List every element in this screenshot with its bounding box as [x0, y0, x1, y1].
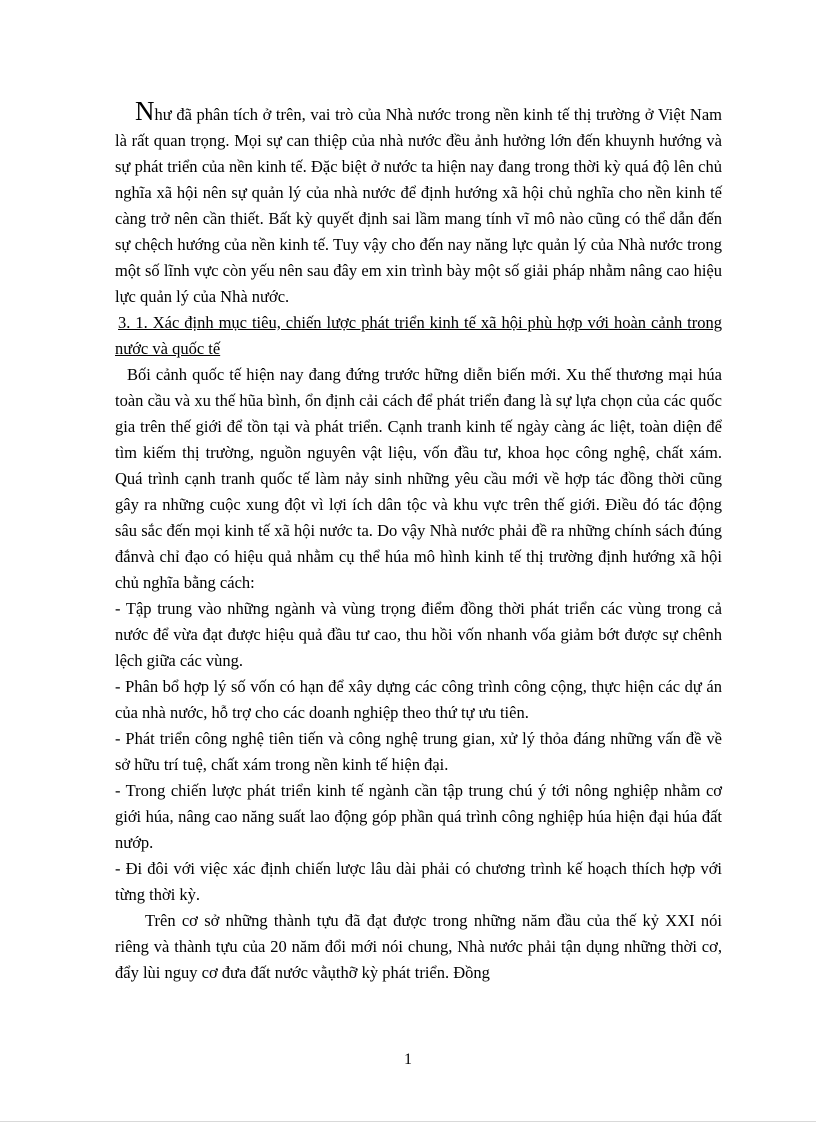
lead-initial-letter: N [135, 96, 155, 126]
bullet-paragraph-5: - Đi đôi với việc xác định chiến lược lâu dài phải có chương trình kế hoạch thích hợp với từng thời kỳ. [115, 859, 722, 904]
paragraph-intro-text: hư đã phân tích ở trên, vai trò của Nhà nước trong nền kinh tế thị trường ở Việt Nam là rất quan trọng. Mọi sự can thiệp của nhà nước đều ảnh hưởng lớn đến khuynh hướng và sự phát triển của nền kinh tế. Đặc biệt ở nước ta hiện nay đang trong thời kỳ quá độ lên chủ nghĩa xã hội nên sự quản lý của nhà nước để định hướng xã hội chủ nghĩa cho nền kinh tế càng trở nên cần thiết. Bất kỳ quyết định sai lầm mang tính vĩ mô nào cũng có thể dẫn đến sự chệch hướng của nền kinh tế. Tuy vậy cho đến nay năng lực quản lý của Nhà nước trong một số lĩnh vực còn yếu nên sau đây em xin trình bày một số giải pháp nhằm nâng cao hiệu lực quản lý của Nhà nước. [115, 105, 722, 306]
page-number: 1 [404, 1051, 412, 1068]
document-content [115, 98, 722, 986]
section-heading: 3. 1. Xác định mục tiêu, chiến lược phát triển kinh tế xã hội phù hợp với hoàn cảnh trong nước và quốc tế [115, 313, 722, 358]
paragraph-context: Bối cảnh quốc tế hiện nay đang đứng trước hững diễn biến mới. Xu thế thương mại húa toàn cầu và xu thế hũa bình, ổn định cải cách để phát triển đang là sự lựa chọn của các quốc gia trên thế giới để tồn tại và phát triển. Cạnh tranh kinh tế ngày càng ác liệt, toàn diện để tìm kiếm thị trường, nguồn nguyên vật liệu, vốn đầu tư, khoa học công nghệ, chất xám. Quá trình cạnh tranh quốc tế làm nảy sinh những yêu cầu mới về hợp tác đồng thời cũng gây ra những cuộc xung đột vì lợi ích dân tộc và khu vực trên thế giới. Điều đó tác động sâu sắc đến mọi kinh tế xã hội nước ta. Do vậy Nhà nước phải đề ra những chính sách đúng đắnvà chỉ đạo có hiệu quả nhằm cụ thể húa mô hình kinh tế thị trường định hướng xã hội chủ nghĩa bằng cách: [115, 365, 722, 592]
paragraph-closing: Trên cơ sở những thành tựu đã đạt được trong những năm đầu của thế kỷ XXI nói riêng và thành tựu của 20 năm đổi mới nói chung, Nhà nước phải tận dụng những thời cơ, đẩy lùi nguy cơ đưa đất nước vằụthỡ kỳ phát triển. Đồng [115, 911, 722, 982]
paragraph-intro [115, 98, 722, 310]
bullet-paragraph-3: - Phát triển công nghệ tiên tiến và công nghệ trung gian, xử lý thỏa đáng những vấn đề về sở hữu trí tuệ, chất xám trong nền kinh tế hiện đại. [115, 729, 722, 774]
bullet-paragraph-2: - Phân bổ hợp lý số vốn có hạn để xây dựng các công trình công cộng, thực hiện các dự án của nhà nước, hỗ trợ cho các doanh nghiệp theo thứ tự ưu tiên. [115, 677, 722, 722]
bullet-paragraph-1: - Tập trung vào những ngành và vùng trọng điểm đồng thời phát triển các vùng trong cả nước để vừa đạt được hiệu quả đầu tư cao, thu hồi vốn nhanh vốa giảm bớt được sự chênh lệch giữa các vùng. [115, 599, 722, 670]
page-bottom-edge [0, 1121, 816, 1122]
bullet-paragraph-4: - Trong chiến lược phát triển kinh tế ngành cần tập trung chú ý tới nông nghiệp nhằm cơ giới húa, nâng cao năng suất lao động góp phần quá trình công nghiệp húa hiện đại húa đất nướp. [115, 781, 722, 852]
